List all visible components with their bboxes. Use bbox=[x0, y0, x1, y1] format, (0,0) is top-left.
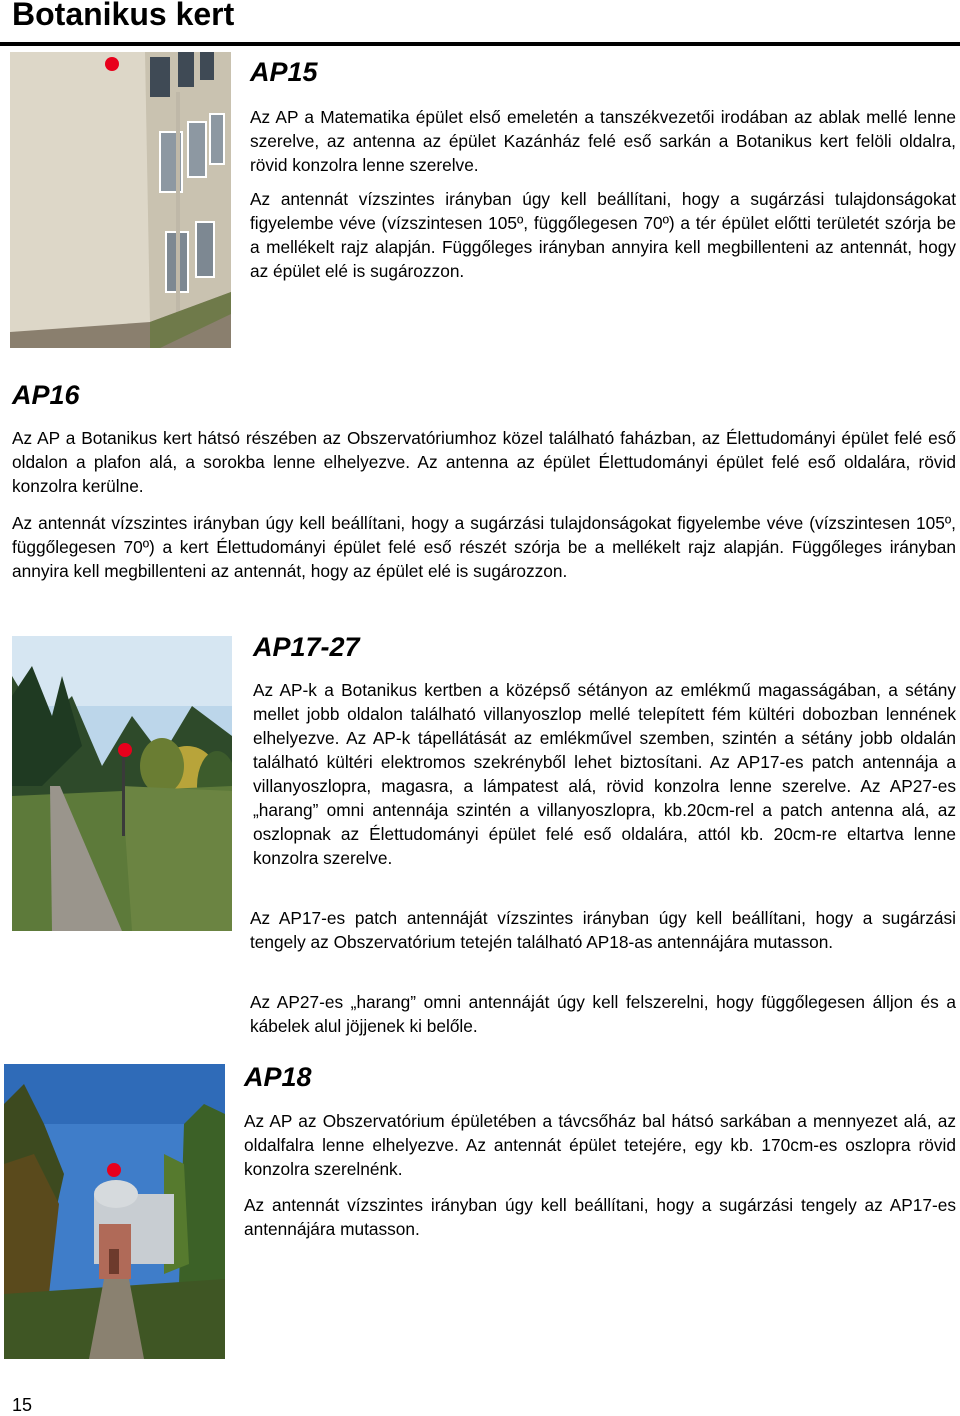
ap17-27-paragraph-1: Az AP-k a Botanikus kertben a középső sétányon az emlékmű magasságában, a sétány mellet jobb oldalon található villanyoszlop mellé telepített fém kültéri dobozban lennének elhelyezve. Az AP-k tápellátását az emlékművel szemben, szintén a sétány jobb oldalán található kültéri elektromos szekrényből lehet biztosítani. Az AP17-es patch antennája a villanyoszlopra, magasra, a lámpatest alá, rövid konzolra lenne szerelve. Az AP27-es „harang” omni antennája szintén a villanyoszlopra, kb.20cm-rel a patch antenna alá, az oszlopnak az Élettudományi épület felé eső oldalára, attól kb. 20cm-re eltartva lenne konzolra szerelve. bbox=[253, 680, 956, 868]
ap17-27-paragraph-2: Az AP17-es patch antennáját vízszintes irányban úgy kell beállítani, hogy a sugárzási tengely az Obszervatórium tetején található AP18-as antennájára mutasson. bbox=[250, 908, 956, 952]
ap17-27-paragraph-3: Az AP27-es „harang” omni antennáját úgy kell felszerelni, hogy függőlegesen álljon és a kábelek alul jöjjenek ki belőle. bbox=[250, 992, 956, 1036]
photo-ap18-observatory bbox=[4, 1064, 225, 1359]
ap15-paragraph-2: Az antennát vízszintes irányban úgy kell beállítani, hogy a sugárzási tulajdonságokat figyelembe véve (vízszintesen 105º, függőlegesen 70º) a tér épület előtti területét szórja be a mellékelt rajz alapján. Függőleges irányban annyira kell megbillenteni az antennát, hogy az épület elé is sugározzon. bbox=[250, 189, 956, 281]
ap-location-marker bbox=[107, 1163, 121, 1177]
ap-location-marker bbox=[118, 743, 132, 757]
ap18-paragraph-1: Az AP az Obszervatórium épületében a távcsőház bal hátsó sarkában a mennyezet alá, az oldalfalra lenne elhelyezve. Az antennát épület tetejére, egy kb. 170cm-es oszlopra rövid konzolra szerelnénk. bbox=[244, 1111, 956, 1179]
photo-ap17-garden-path bbox=[12, 636, 232, 931]
ap16-paragraph-1: Az AP a Botanikus kert hátsó részében az Obszervatóriumhoz közel található faházban, az Élettudományi épület felé eső oldalon a plafon alá, a sorokba lenne elhelyezve. Az antenna az épület Élettudományi épület felé eső oldalára, rövid konzolra kerülne. bbox=[12, 428, 956, 496]
heading-ap18: AP18 bbox=[244, 1062, 312, 1092]
heading-ap16: AP16 bbox=[12, 380, 80, 410]
heading-ap15: AP15 bbox=[250, 57, 318, 87]
page-number: 15 bbox=[12, 1395, 33, 1415]
title-underline bbox=[0, 42, 960, 46]
heading-ap17-27: AP17-27 bbox=[253, 632, 360, 662]
ap16-paragraph-2: Az antennát vízszintes irányban úgy kell beállítani, hogy a sugárzási tulajdonságokat figyelembe véve (vízszintesen 105º, függőlegesen 70º) a kert Élettudományi épület felé eső részét szórja be a mellékelt rajz alapján. Függőleges irányban annyira kell megbillenteni az antennát, hogy az épület elé is sugározzon. bbox=[12, 513, 956, 581]
photo-ap15-building bbox=[10, 52, 231, 348]
ap18-paragraph-2: Az antennát vízszintes irányban úgy kell beállítani, hogy a sugárzási tengely az AP17-es antennájára mutasson. bbox=[244, 1195, 956, 1239]
ap15-paragraph-1: Az AP a Matematika épület első emeletén a tanszékvezetői irodában az ablak mellé lenne szerelve, az antenna az épület Kazánház felé eső sarkán a Botanikus kert felöli oldalra, rövid konzolra lenne szerelve. bbox=[250, 107, 956, 175]
page-title: Botanikus kert bbox=[12, 0, 235, 32]
ap-location-marker bbox=[105, 57, 119, 71]
